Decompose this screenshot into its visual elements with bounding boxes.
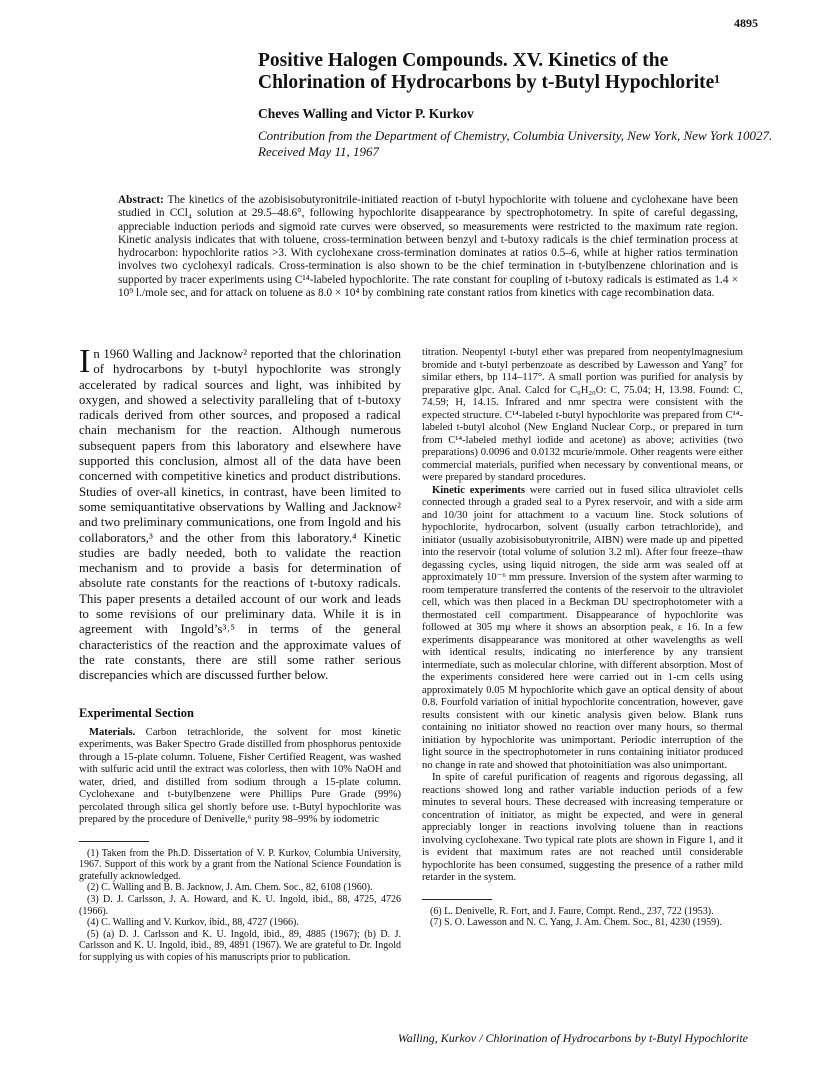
section-heading: Experimental Section xyxy=(79,705,194,720)
authors: Cheves Walling and Victor P. Kurkov xyxy=(258,106,474,121)
materials-paragraph xyxy=(79,727,401,827)
drop-cap: I xyxy=(79,343,91,380)
kinetic-paragraph xyxy=(422,485,743,773)
materials-text: Carbon tetrachloride, the solvent for most kinetic experiments, was Baker Spectro Grade distilled from phosphorus pentoxide through a 15-plate column. Toluene, Fisher Certified Reagent, was washed with sulfuric acid until the extract was colorless, then with 10% NaOH and water, dried, and distilled from sodium through a 15-plate column. Cyclohexane and t-butylbenzene were Phillips Pure Grade (99%) percolated through silica gel shortly before use. t-Butyl hypochlorite was prepared by the procedure of Denivelle,⁶ purity 98–99% by iodometric xyxy=(79,726,401,826)
introduction-text: n 1960 Walling and Jacknow² reported that the chlorination of hydrocarbons by t-butyl hypochlorite was strongly accelerated by radical sources and light, was inhibited by oxygen, and showed a selectivity paralleling that of t-butoxy radicals derived from other sources, and proposed a radical chain mechanism for the reaction. Although numerous subsequent papers from this laboratory and elsewhere have supported this conclusion, almost all of the data have been concerned with competitive kinetics and product distributions. Studies of over-all kinetics, in contrast, have been limited to some semiquantitative observations by Walling and Jacknow² and two preliminary communications, one from Ingold and his collaborators,³ and the other from this laboratory.⁴ Kinetic studies are badly needed, both to validate the reaction mechanism and to provide a basis for determination of absolute rate constants for the reactions of t-butoxy radicals. This paper presents a detailed account of our work and leads to some revisions of our preliminary data. While it is in agreement with Ingold’s³˒⁵ in terms of the general characteristics of the reaction and the approximate values of the rate constants, there are still some rather serious discrepancies which are discussed further below. xyxy=(79,347,401,683)
footnote: (2) C. Walling and B. B. Jacknow, J. Am. Chem. Soc., 82, 6108 (1960). xyxy=(87,882,373,894)
footnote: (3) D. J. Carlsson, J. A. Howard, and K. U. Ingold, ibid., 88, 4725, 4726 (1966). xyxy=(79,893,401,917)
paragraph: In spite of careful purification of reagents and rigorous degassing, all reactions showed long and rather variable induction periods of a few minutes to several hours. These decreased with increasing temperature or concentration of initiator, as might be expected, and were in general appreciably longer in reactions involving toluene than in reactions involving cyclohexane. Two typical rate plots are shown in Figure 1, and it is evident that maximum rates are not reached until considerable hypochlorite has been consumed, suggesting the presence of a rather mild retarder in the system. xyxy=(422,772,743,883)
footnote: (1) Taken from the Ph.D. Dissertation of V. P. Kurkov, Columbia University, 1967. Support of this work by a grant from the National Science Foundation is gratefully acknowledged. xyxy=(79,847,401,882)
left-column xyxy=(79,343,401,963)
footnote-divider xyxy=(79,841,149,842)
running-footer: Walling, Kurkov / Chlorination of Hydrocarbons by t-Butyl Hypochlorite xyxy=(397,1031,748,1045)
affiliation: Contribution from the Department of Chemistry, Columbia University, New York, New York 10027. Received May 11, 1967 xyxy=(258,128,773,159)
page-number: 4895 xyxy=(734,16,758,30)
paragraph: titration. Neopentyl t-butyl ether was prepared from neopentylmagnesium bromide and t-butyl perbenzoate as described by Lawesson and Yang⁷ for similar ethers, bp 114–117°. A small portion was purified for analysis by preparative glpc. Anal. Calcd for C₉H₂₀O: C, 75.04; H, 13.98. Found: C, 74.59; H, 14.15. Infrared and nmr spectra were consistent with the expected structure. C¹⁴-labeled t-butyl hypochlorite was prepared from C¹⁴-labeled t-butyl alcohol (New England Nuclear Corp., or prepared in turn from C¹⁴-labeled methyl iodide and acetone) as above; activities (two preparations) 0.0096 and 0.0132 mcurie/mmole. Other reagents were either commercial materials, purified when necessary by conventional means, or were prepared by standard procedures. xyxy=(422,347,743,483)
footnote-divider xyxy=(422,899,492,900)
footnote: (5) (a) D. J. Carlsson and K. U. Ingold, ibid., 89, 4885 (1967); (b) D. J. Carlsson and K. U. Ingold, ibid., 89, 4891 (1967). We are grateful to Dr. Ingold for supplying us with copies of his manuscripts prior to publication. xyxy=(79,928,401,963)
footnote: (6) L. Denivelle, R. Fort, and J. Faure, Compt. Rend., 237, 722 (1953). xyxy=(430,905,714,917)
kinetic-label: Kinetic experiments xyxy=(432,484,526,496)
abstract-text: The kinetics of the azobisisobutyronitrile-initiated reaction of t-butyl hypochlorite with toluene and cyclohexane have been studied in CCl₄ solution at 29.5–48.6°, following hypochlorite disappearance by spectrophotometry. In spite of careful degassing, appreciable induction periods and sigmoid rate curves were observed, so measurements were restricted to the maximum rate region. Kinetic analysis indicates that with toluene, cross-termination between benzyl and t-butoxy radicals is the chief termination process at hydrocarbon: hypochlorite ratios >3. With cyclohexane cross-termination dominates at ratios 0.5–6, while at higher ratios termination involves two cyclohexyl radicals. Cross-termination is also shown to be the chief termination in t-butylbenzene chlorination and is supported by tracer experiments using C¹⁴-labeled hypochlorite. The rate constant for coupling of t-butoxy radicals is estimated as 1.4 × 10⁹ l./mole sec, and for attack on toluene as 8.0 × 10⁴ by combining rate constant ratios from kinetics with cage recombination data. xyxy=(118,194,738,300)
abstract xyxy=(118,194,738,300)
materials-label: Materials. xyxy=(89,726,136,738)
article-title: Positive Halogen Compounds. XV. Kinetics of the Chlorination of Hydrocarbons by t-Butyl Hypochlorite¹ xyxy=(258,50,721,93)
footnote: (7) S. O. Lawesson and N. C. Yang, J. Am. Chem. Soc., 81, 4230 (1959). xyxy=(430,917,722,929)
footnote: (4) C. Walling and V. Kurkov, ibid., 88, 4727 (1966). xyxy=(87,917,299,929)
abstract-label: Abstract: xyxy=(118,194,164,206)
introduction xyxy=(79,343,401,684)
right-column xyxy=(422,347,743,929)
kinetic-text: were carried out in fused silica ultraviolet cells connected through a graded seal to a Pyrex reservoir, and with a side arm and 10/30 joint for attachment to a vacuum line. Stock solutions of hypochlorite, hydrocarbon, solvent (usually carbon tetrachloride), and initiator (usually azobisisobutyronitrile, AIBN) were made up and pipetted into the reservoir (total volume of solution 3.2 ml). After four freeze–thaw degassing cycles, using liquid nitrogen, the side arm was sealed off at approximately 10⁻⁶ mm pressure. Inversion of the system after warming to room temperature transferred the contents of the reservoir to the ultraviolet cell, which was then placed in a Beckman DU spectrophotometer with a thermostated cell compartment. Disappearance of hypochlorite was followed at 305 mμ where it shows an absorption peak, ε 16. In a few experiments disappearance was monitored at other wavelengths as well with identical results, indicating no interference by any transient intermediate, such as molecular chlorine, with different absorption. Most of the experiments considered here were carried out in 1-cm cells using approximately 0.05 M hypochlorite which gave an optical density of about 0.8. Fourfold variation of initial hypochlorite concentration, however, gave results consistent with our kinetic analysis given below. Blank runs containing no initiator showed no reaction over many hours, so thermal initiation by hypochlorite was unimportant. Periodic interruption of the light source in the spectrophotometer in runs containing initiator produced no change in rate and showed that photoinitiation was also unimportant. xyxy=(422,484,744,771)
